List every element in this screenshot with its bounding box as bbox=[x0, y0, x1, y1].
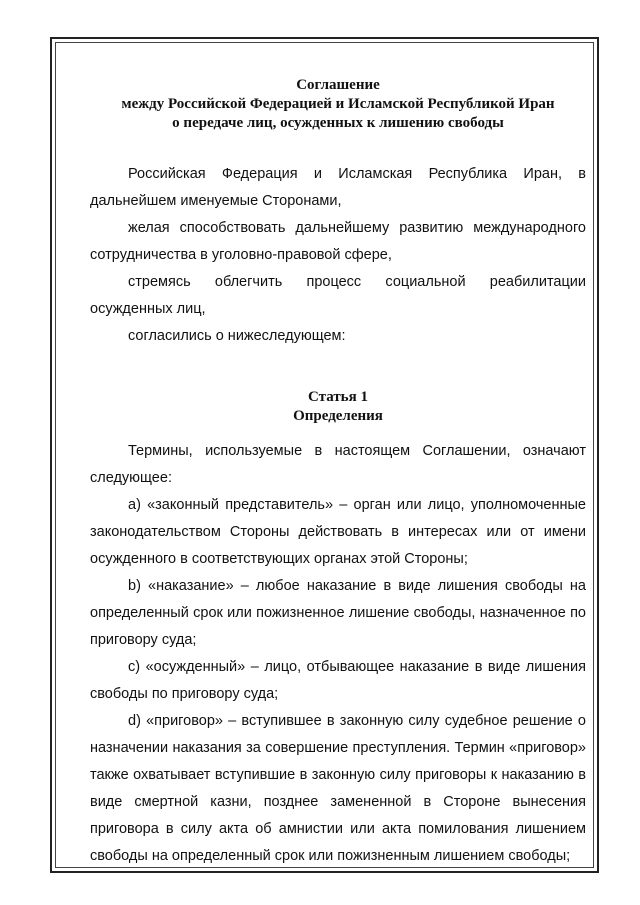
definition-item: а) «законный представитель» – орган или лицо, уполномоченные законодательством Стороны действовать в интересах или от имени осужденного в соответствующих органах этой Стороны; bbox=[90, 497, 586, 567]
article-number: Статья 1 bbox=[308, 389, 368, 405]
definition-item: b) «наказание» – любое наказание в виде лишения свободы на определенный срок или пожизненное лишение свободы, назначенное по приговору суда; bbox=[90, 578, 586, 648]
article-intro: Термины, используемые в настоящем Соглашении, означают следующее: bbox=[90, 443, 586, 486]
article-1-title bbox=[90, 388, 586, 426]
title-line-3: о передаче лиц, осужденных к лишению свободы bbox=[172, 115, 504, 131]
title-line-1: Соглашение bbox=[296, 77, 380, 93]
preamble-paragraph: стремясь облегчить процесс социальной реабилитации осужденных лиц, bbox=[90, 274, 586, 317]
definition-item: d) «приговор» – вступившее в законную силу судебное решение о назначении наказания за совершение преступления. Термин «приговор» также охватывает вступившие в законную силу приговоры к наказанию в виде смертной казни, позднее замененной в Стороне вынесения приговора в силу акта об амнистии или акта помилования лишением свободы на определенный срок или пожизненным лишением свободы; bbox=[90, 713, 586, 864]
preamble-paragraph: Российская Федерация и Исламская Республика Иран, в дальнейшем именуемые Сторонами, bbox=[90, 166, 586, 209]
agreement-title bbox=[90, 76, 586, 133]
preamble-paragraph: согласились о нижеследующем: bbox=[128, 328, 346, 344]
definition-item: с) «осужденный» – лицо, отбывающее наказание в виде лишения свободы по приговору суда; bbox=[90, 659, 586, 702]
title-line-2: между Российской Федерацией и Исламской Республикой Иран bbox=[121, 96, 555, 112]
preamble bbox=[90, 161, 586, 350]
article-1-body bbox=[90, 438, 586, 870]
article-heading: Определения bbox=[293, 408, 383, 424]
document-body bbox=[90, 76, 586, 870]
preamble-paragraph: желая способствовать дальнейшему развитию международного сотрудничества в уголовно-правовой сфере, bbox=[90, 220, 586, 263]
